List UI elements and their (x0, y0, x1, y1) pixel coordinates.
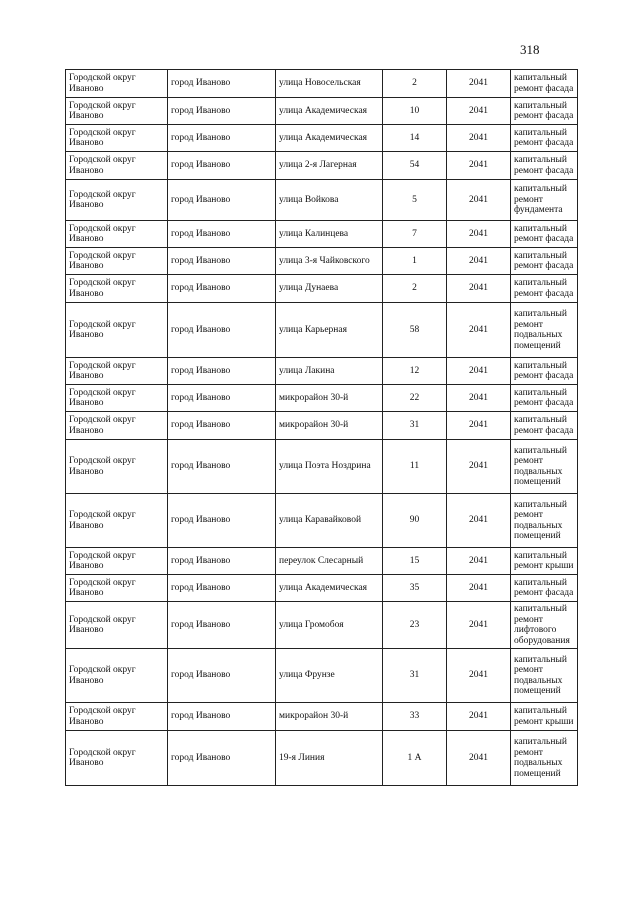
district-cell-text: Городской округ Иваново (69, 278, 136, 299)
district-cell-text: Городской округ Иваново (69, 665, 136, 686)
house-number-cell (383, 602, 447, 649)
house-number-cell-text: 5 (412, 194, 417, 205)
district-cell-text: Городской округ Иваново (69, 189, 136, 210)
planned-year-cell (447, 152, 511, 180)
planned-year-cell-text: 2041 (469, 711, 488, 722)
city-cell-text: город Иваново (171, 283, 231, 294)
table-row (66, 303, 578, 358)
district-cell (66, 412, 168, 440)
work-type-cell-text: капитальный ремонт крыши (514, 706, 574, 727)
district-cell (66, 152, 168, 180)
work-type-cell (511, 125, 578, 152)
house-number-cell (383, 575, 447, 602)
work-type-cell (511, 98, 578, 125)
table-row (66, 275, 578, 303)
city-cell (168, 703, 276, 731)
planned-year-cell (447, 731, 511, 786)
work-type-cell (511, 303, 578, 358)
repair-schedule-table (65, 69, 578, 786)
planned-year-cell (447, 98, 511, 125)
house-number-cell-text: 15 (409, 555, 420, 566)
street-cell (276, 180, 383, 221)
planned-year-cell-text: 2041 (469, 555, 488, 566)
street-cell (276, 248, 383, 275)
house-number-cell-text: 2 (412, 78, 417, 89)
work-type-cell (511, 703, 578, 731)
planned-year-cell (447, 575, 511, 602)
city-cell (168, 649, 276, 703)
planned-year-cell (447, 125, 511, 152)
house-number-cell-text: 35 (409, 582, 420, 593)
city-cell (168, 221, 276, 248)
work-type-cell-text: капитальный ремонт фасада (514, 577, 574, 598)
city-cell (168, 385, 276, 412)
work-type-cell-text: капитальный ремонт фасада (514, 250, 574, 271)
table-row (66, 412, 578, 440)
city-cell-text: город Иваново (171, 228, 231, 239)
district-cell-text: Городской округ Иваново (69, 510, 136, 531)
district-cell (66, 703, 168, 731)
city-cell (168, 125, 276, 152)
house-number-cell (383, 125, 447, 152)
district-cell-text: Городской округ Иваново (69, 456, 136, 477)
district-cell (66, 602, 168, 649)
street-cell-text: улица Фрунзе (279, 670, 335, 681)
street-cell-text: улица Дунаева (279, 283, 339, 294)
work-type-cell-text: капитальный ремонт фасада (514, 360, 574, 381)
planned-year-cell-text: 2041 (469, 194, 488, 205)
city-cell-text: город Иваново (171, 515, 231, 526)
city-cell-text: город Иваново (171, 670, 231, 681)
table-row (66, 602, 578, 649)
planned-year-cell (447, 303, 511, 358)
street-cell-text: улица 2-я Лагерная (279, 160, 357, 171)
district-cell-text: Городской округ Иваново (69, 747, 136, 768)
district-cell-text: Городской округ Иваново (69, 127, 136, 148)
city-cell-text: город Иваново (171, 711, 231, 722)
work-type-cell (511, 248, 578, 275)
city-cell (168, 494, 276, 548)
city-cell (168, 358, 276, 385)
work-type-cell (511, 548, 578, 575)
street-cell-text: улица Новосельская (279, 78, 361, 89)
work-type-cell (511, 152, 578, 180)
district-cell (66, 180, 168, 221)
table-row (66, 180, 578, 221)
planned-year-cell-text: 2041 (469, 105, 488, 116)
table-row (66, 731, 578, 786)
city-cell (168, 602, 276, 649)
work-type-cell-text: капитальный ремонт фасада (514, 127, 574, 148)
work-type-cell (511, 275, 578, 303)
city-cell (168, 575, 276, 602)
street-cell-text: улица Каравайковой (279, 515, 362, 526)
house-number-cell-text: 1 (412, 255, 417, 266)
street-cell (276, 303, 383, 358)
district-cell-text: Городской округ Иваново (69, 319, 136, 340)
street-cell-text: улица Академическая (279, 582, 368, 593)
work-type-cell (511, 358, 578, 385)
street-cell (276, 649, 383, 703)
house-number-cell-text: 31 (409, 670, 420, 681)
street-cell (276, 221, 383, 248)
planned-year-cell-text: 2041 (469, 461, 488, 472)
work-type-cell-text: капитальный ремонт подвальных помещений (514, 445, 567, 487)
planned-year-cell-text: 2041 (469, 324, 488, 335)
house-number-cell-text: 11 (409, 461, 420, 472)
table-row (66, 125, 578, 152)
work-type-cell (511, 649, 578, 703)
work-type-cell (511, 412, 578, 440)
district-cell-text: Городской округ Иваново (69, 387, 136, 408)
house-number-cell (383, 385, 447, 412)
planned-year-cell (447, 275, 511, 303)
planned-year-cell-text: 2041 (469, 132, 488, 143)
street-cell-text: переулок Слесарный (279, 555, 364, 566)
table-row (66, 98, 578, 125)
house-number-cell-text: 2 (412, 283, 417, 294)
street-cell-text: микрорайон 30-й (279, 420, 349, 431)
city-cell (168, 440, 276, 494)
city-cell-text: город Иваново (171, 619, 231, 630)
city-cell-text: город Иваново (171, 420, 231, 431)
house-number-cell (383, 303, 447, 358)
house-number-cell-text: 23 (409, 619, 420, 630)
city-cell-text: город Иваново (171, 78, 231, 89)
street-cell-text: улица Академическая (279, 132, 368, 143)
work-type-cell-text: капитальный ремонт фасада (514, 278, 574, 299)
table-row (66, 440, 578, 494)
planned-year-cell-text: 2041 (469, 619, 488, 630)
planned-year-cell (447, 180, 511, 221)
street-cell (276, 275, 383, 303)
planned-year-cell (447, 494, 511, 548)
city-cell (168, 248, 276, 275)
street-cell-text: улица Войкова (279, 194, 339, 205)
planned-year-cell (447, 70, 511, 98)
street-cell-text: улица 3-я Чайковского (279, 255, 370, 266)
table-row (66, 221, 578, 248)
work-type-cell (511, 575, 578, 602)
table-row (66, 152, 578, 180)
planned-year-cell-text: 2041 (469, 420, 488, 431)
house-number-cell-text: 1 А (407, 752, 422, 763)
planned-year-cell (447, 649, 511, 703)
street-cell (276, 703, 383, 731)
work-type-cell-text: капитальный ремонт фасада (514, 100, 574, 121)
work-type-cell-text: капитальный ремонт подвальных помещений (514, 499, 567, 541)
street-cell-text: улица Карьерная (279, 324, 347, 335)
city-cell-text: город Иваново (171, 365, 231, 376)
work-type-cell-text: капитальный ремонт фундамента (514, 184, 567, 216)
street-cell (276, 440, 383, 494)
planned-year-cell-text: 2041 (469, 670, 488, 681)
street-cell (276, 70, 383, 98)
street-cell-text: улица Лакина (279, 365, 335, 376)
house-number-cell (383, 494, 447, 548)
work-type-cell (511, 602, 578, 649)
work-type-cell (511, 180, 578, 221)
work-type-cell (511, 494, 578, 548)
planned-year-cell-text: 2041 (469, 752, 488, 763)
work-type-cell-text: капитальный ремонт фасада (514, 223, 574, 244)
city-cell-text: город Иваново (171, 582, 231, 593)
city-cell (168, 731, 276, 786)
city-cell (168, 152, 276, 180)
city-cell-text: город Иваново (171, 555, 231, 566)
district-cell (66, 125, 168, 152)
planned-year-cell-text: 2041 (469, 365, 488, 376)
house-number-cell-text: 7 (412, 228, 417, 239)
planned-year-cell (447, 602, 511, 649)
table-row (66, 70, 578, 98)
work-type-cell-text: капитальный ремонт подвальных помещений (514, 737, 567, 779)
street-cell-text: улица Академическая (279, 105, 368, 116)
house-number-cell (383, 70, 447, 98)
house-number-cell-text: 14 (409, 132, 420, 143)
work-type-cell-text: капитальный ремонт фасада (514, 415, 574, 436)
work-type-cell-text: капитальный ремонт фасада (514, 155, 574, 176)
planned-year-cell (447, 703, 511, 731)
city-cell (168, 98, 276, 125)
street-cell (276, 412, 383, 440)
table-row (66, 358, 578, 385)
work-type-cell (511, 70, 578, 98)
house-number-cell (383, 548, 447, 575)
house-number-cell (383, 358, 447, 385)
street-cell-text: улица Громобоя (279, 619, 344, 630)
district-cell (66, 358, 168, 385)
street-cell-text: микрорайон 30-й (279, 711, 349, 722)
house-number-cell (383, 221, 447, 248)
district-cell (66, 649, 168, 703)
city-cell-text: город Иваново (171, 132, 231, 143)
house-number-cell (383, 248, 447, 275)
street-cell (276, 98, 383, 125)
house-number-cell (383, 275, 447, 303)
street-cell (276, 385, 383, 412)
district-cell (66, 548, 168, 575)
planned-year-cell (447, 440, 511, 494)
city-cell-text: город Иваново (171, 255, 231, 266)
planned-year-cell (447, 385, 511, 412)
house-number-cell (383, 412, 447, 440)
street-cell-text: улица Калинцева (279, 228, 349, 239)
planned-year-cell-text: 2041 (469, 582, 488, 593)
planned-year-cell (447, 412, 511, 440)
city-cell (168, 548, 276, 575)
street-cell (276, 494, 383, 548)
street-cell (276, 575, 383, 602)
city-cell-text: город Иваново (171, 105, 231, 116)
house-number-cell-text: 54 (409, 160, 420, 171)
page-number: 318 (520, 42, 540, 57)
house-number-cell (383, 98, 447, 125)
table-row (66, 548, 578, 575)
planned-year-cell-text: 2041 (469, 283, 488, 294)
house-number-cell-text: 31 (409, 420, 420, 431)
district-cell (66, 303, 168, 358)
district-cell (66, 494, 168, 548)
street-cell (276, 548, 383, 575)
planned-year-cell (447, 248, 511, 275)
city-cell (168, 70, 276, 98)
table-row (66, 649, 578, 703)
street-cell (276, 152, 383, 180)
work-type-cell-text: капитальный ремонт фасада (514, 387, 574, 408)
district-cell (66, 98, 168, 125)
planned-year-cell (447, 221, 511, 248)
city-cell (168, 275, 276, 303)
city-cell-text: город Иваново (171, 194, 231, 205)
district-cell-text: Городской округ Иваново (69, 614, 136, 635)
street-cell-text: микрорайон 30-й (279, 392, 349, 403)
planned-year-cell-text: 2041 (469, 515, 488, 526)
city-cell-text: город Иваново (171, 392, 231, 403)
district-cell-text: Городской округ Иваново (69, 250, 136, 271)
work-type-cell (511, 440, 578, 494)
work-type-cell (511, 385, 578, 412)
street-cell (276, 125, 383, 152)
district-cell-text: Городской округ Иваново (69, 360, 136, 381)
table-row (66, 703, 578, 731)
house-number-cell (383, 180, 447, 221)
house-number-cell (383, 649, 447, 703)
house-number-cell-text: 10 (409, 105, 420, 116)
district-cell (66, 248, 168, 275)
city-cell (168, 303, 276, 358)
planned-year-cell (447, 548, 511, 575)
district-cell (66, 440, 168, 494)
city-cell-text: город Иваново (171, 160, 231, 171)
planned-year-cell-text: 2041 (469, 160, 488, 171)
house-number-cell-text: 22 (409, 392, 420, 403)
street-cell (276, 602, 383, 649)
district-cell-text: Городской округ Иваново (69, 706, 136, 727)
work-type-cell (511, 221, 578, 248)
district-cell (66, 221, 168, 248)
district-cell-text: Городской округ Иваново (69, 223, 136, 244)
work-type-cell-text: капитальный ремонт лифтового оборудования (514, 604, 570, 646)
work-type-cell-text: капитальный ремонт подвальных помещений (514, 309, 567, 351)
planned-year-cell (447, 358, 511, 385)
house-number-cell (383, 731, 447, 786)
street-cell (276, 358, 383, 385)
district-cell-text: Городской округ Иваново (69, 577, 136, 598)
work-type-cell-text: капитальный ремонт крыши (514, 550, 574, 571)
house-number-cell (383, 152, 447, 180)
work-type-cell-text: капитальный ремонт фасада (514, 73, 574, 94)
city-cell-text: город Иваново (171, 752, 231, 763)
street-cell-text: 19-я Линия (279, 752, 325, 763)
work-type-cell-text: капитальный ремонт подвальных помещений (514, 654, 567, 696)
district-cell-text: Городской округ Иваново (69, 100, 136, 121)
house-number-cell-text: 33 (409, 711, 420, 722)
district-cell (66, 275, 168, 303)
district-cell (66, 70, 168, 98)
table-row (66, 575, 578, 602)
house-number-cell-text: 58 (409, 324, 420, 335)
house-number-cell (383, 703, 447, 731)
house-number-cell-text: 12 (409, 365, 420, 376)
district-cell-text: Городской округ Иваново (69, 550, 136, 571)
city-cell (168, 412, 276, 440)
street-cell-text: улица Поэта Ноздрина (279, 461, 371, 472)
planned-year-cell-text: 2041 (469, 255, 488, 266)
house-number-cell-text: 90 (409, 515, 420, 526)
planned-year-cell-text: 2041 (469, 392, 488, 403)
planned-year-cell-text: 2041 (469, 228, 488, 239)
city-cell-text: город Иваново (171, 461, 231, 472)
district-cell (66, 385, 168, 412)
table-row (66, 494, 578, 548)
city-cell-text: город Иваново (171, 324, 231, 335)
district-cell (66, 575, 168, 602)
district-cell-text: Городской округ Иваново (69, 415, 136, 436)
city-cell (168, 180, 276, 221)
district-cell-text: Городской округ Иваново (69, 73, 136, 94)
house-number-cell (383, 440, 447, 494)
table-row (66, 385, 578, 412)
planned-year-cell-text: 2041 (469, 78, 488, 89)
street-cell (276, 731, 383, 786)
district-cell-text: Городской округ Иваново (69, 155, 136, 176)
district-cell (66, 731, 168, 786)
work-type-cell (511, 731, 578, 786)
table-row (66, 248, 578, 275)
